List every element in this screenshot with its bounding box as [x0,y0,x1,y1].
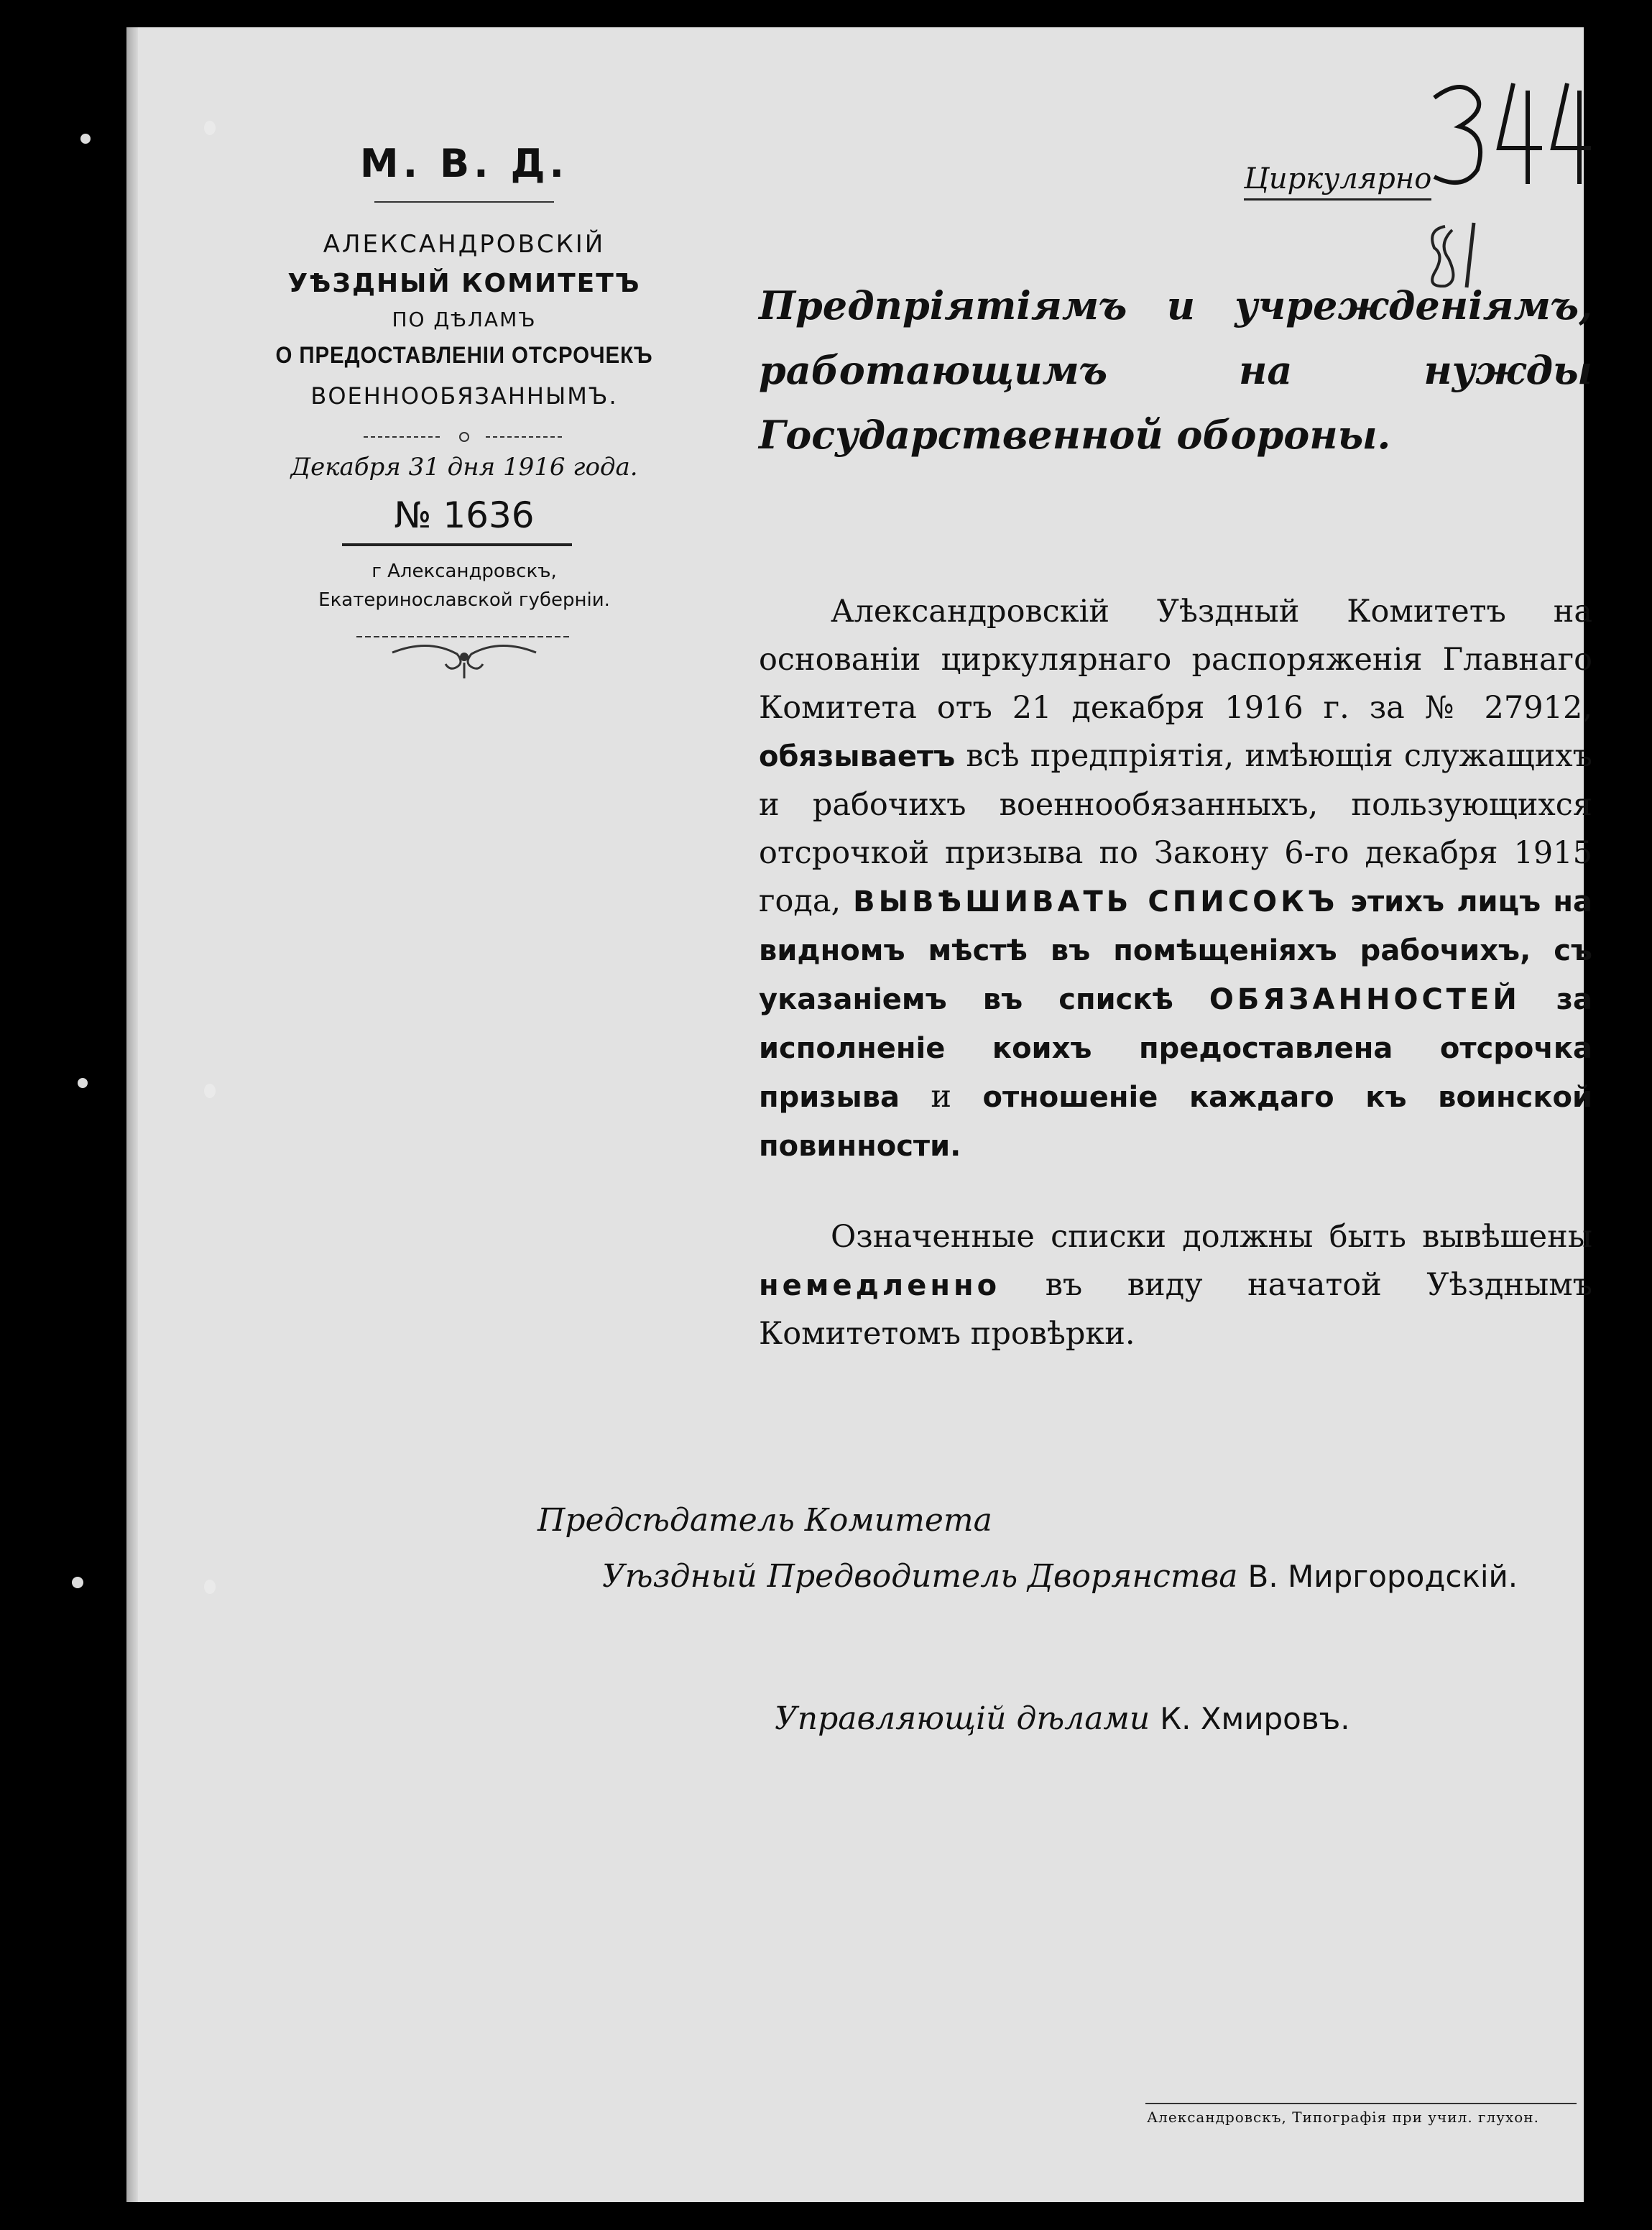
body-emphasis: за исполненіе коихъ предоставлена отсрочка призыва [759,983,1593,1114]
ministry-abbrev: М. В. Д. [359,141,569,186]
committee-line-2: УѢЗДНЫЙ КОМИТЕТЪ [287,269,641,298]
committee-line-4: О ПРЕДОСТАВЛЕНІИ ОТСРОЧЕКЪ [275,342,653,368]
speck [72,1577,83,1588]
ornament-divider-icon [364,430,565,444]
divider [342,543,572,546]
printer-imprint: Александровскъ, Типографія при учил. глухон. [1147,2109,1539,2126]
body-emphasis: ОБЯЗАННОСТЕЙ [1209,983,1521,1016]
body-emphasis: обязываетъ [759,740,956,773]
committee-line-5: ВОЕННООБЯЗАННЫМЪ. [310,382,618,410]
body-text: Александровскій Уѣздный Комитетъ на основаніи циркулярнаго распоряженія Главнаго Комитета отъ 21 декабря 1916 г. за № 27912, [759,594,1592,726]
committee-line-3: ПО ДѢЛАМЪ [392,308,537,331]
document-page [126,27,1593,2202]
handwritten-archive-number-icon [1420,69,1592,198]
body-emphasis: отношеніе каждаго къ воинской повинности. [759,1081,1592,1163]
chair-signature-line [602,1558,1518,1595]
body-emphasis: немедленно [759,1269,1001,1302]
manager-name: К. Хмировъ. [1160,1701,1350,1736]
manager-title: Управляющій дѣлами [775,1700,1150,1737]
body-text: и [931,1079,952,1115]
manager-signature-line [775,1700,1350,1737]
document-date: Декабря 31 дня 1916 года. [290,453,638,482]
chair-title: Предсѣдатель Комитета [537,1502,992,1539]
page-edge [126,27,138,2202]
province: Екатеринославской губерніи. [318,589,610,611]
body-emphasis: этихъ лицъ на видномъ мѣстѣ въ помѣщеніяхъ рабочихъ, съ указаніемъ въ спискѣ [759,885,1593,1016]
chair-name: В. Миргородскій. [1247,1559,1518,1594]
divider [374,201,554,203]
circular-label: Циркулярно [1244,162,1431,201]
body-paragraph-1 [759,588,1592,1171]
body-emphasis: ВЫВѢШИВАТЬ СПИСОКЪ [853,885,1339,918]
body-text: въ виду начатой Уѣзднымъ Комитетомъ провѣрки. [759,1267,1592,1352]
speck [80,134,91,144]
punch-hole [204,1580,216,1594]
city: г Александровскъ, [372,561,557,582]
body-paragraph-2 [759,1213,1592,1358]
body-text: всѣ предпріятія, имѣющія служащихъ и рабочихъ военнообязанныхъ, пользующихся отсрочкой призыва по Закону 6-го декабря 1915 года, [759,738,1592,919]
punch-hole [204,121,216,135]
addressee: Предпріятіямъ и учрежденіямъ, работающимъ на нужды Государственной обороны. [759,282,1592,458]
chair-role: Уѣздный Предводитель Дворянства [602,1558,1238,1595]
flourish-ornament-icon [349,631,579,681]
committee-line-1: АЛЕКСАНДРОВСКІЙ [323,230,606,259]
body-text: Означенные списки должны быть вывѣшены [831,1219,1592,1255]
punch-hole [204,1084,216,1098]
speck [78,1078,88,1088]
footer-rule [1145,2103,1577,2104]
document-number: № 1636 [394,494,535,536]
